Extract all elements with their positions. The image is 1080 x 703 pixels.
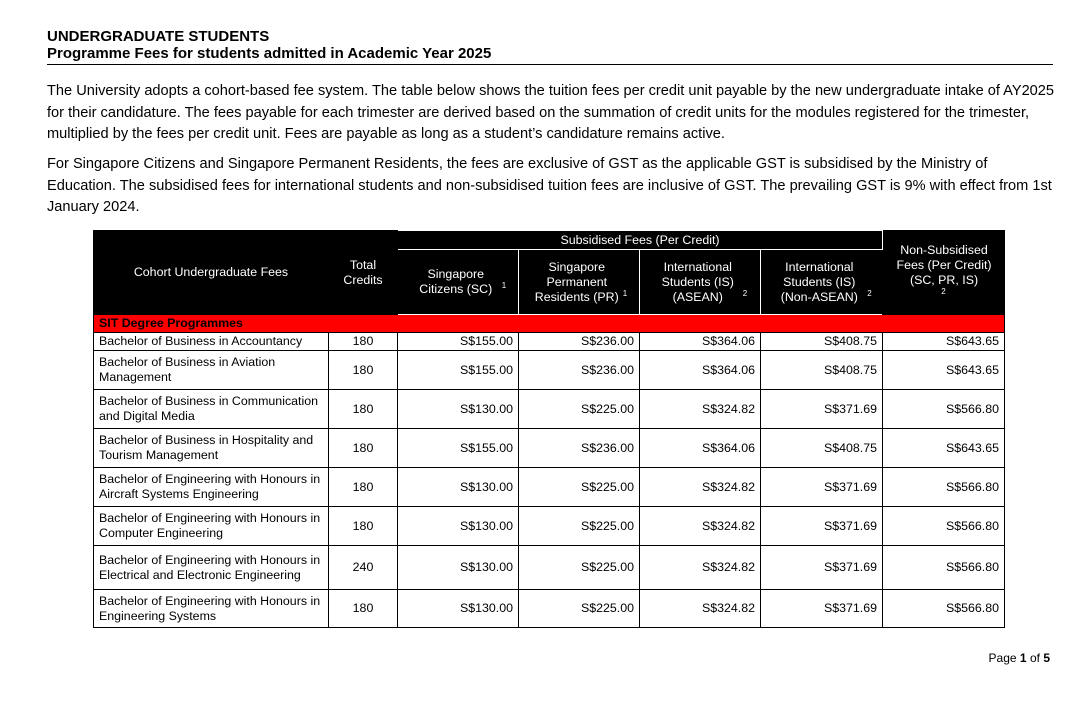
fee-non-subsidised: S$566.80 bbox=[883, 468, 1005, 507]
fee-is-non-asean: S$408.75 bbox=[761, 351, 883, 390]
fee-pr: S$225.00 bbox=[519, 590, 640, 628]
gst-paragraph: For Singapore Citizens and Singapore Permanent Residents, the fees are exclusive of GST as the applicable GST is subsidised by the Ministry of Education. The subsidised fees for international students and non-subsidised tuition fees are inclusive of GST. The prevailing GST is 9% with effect from 1st January 2024. bbox=[47, 156, 1052, 215]
fee-pr: S$225.00 bbox=[519, 468, 640, 507]
table-row bbox=[94, 429, 1005, 468]
table-row bbox=[94, 390, 1005, 429]
programme-name: Bachelor of Business in Communication and Digital Media bbox=[94, 390, 329, 429]
total-credits: 180 bbox=[329, 390, 398, 429]
total-credits: 180 bbox=[329, 507, 398, 546]
fee-non-subsidised: S$643.65 bbox=[883, 333, 1005, 351]
fee-pr: S$225.00 bbox=[519, 507, 640, 546]
fee-sc: S$130.00 bbox=[398, 507, 519, 546]
col-header-total-credits: Total Credits bbox=[329, 231, 398, 315]
col-header-is-asean: International Students (IS) (ASEAN) $^2$ bbox=[640, 250, 761, 315]
fee-non-subsidised: S$643.65 bbox=[883, 429, 1005, 468]
fee-pr: S$225.00 bbox=[519, 390, 640, 429]
fee-pr: S$236.00 bbox=[519, 351, 640, 390]
fee-sc: S$130.00 bbox=[398, 546, 519, 590]
fee-is-asean: S$324.82 bbox=[640, 590, 761, 628]
page-number: Page 1 of 5 bbox=[988, 651, 1050, 665]
section-label: SIT Degree Programmes bbox=[94, 315, 1005, 333]
document-subtitle: Programme Fees for students admitted in Academic Year 2025 bbox=[47, 45, 492, 62]
fee-pr: S$225.00 bbox=[519, 546, 640, 590]
fee-non-subsidised: S$566.80 bbox=[883, 507, 1005, 546]
document-header bbox=[47, 28, 1053, 65]
total-credits: 240 bbox=[329, 546, 398, 590]
col-header-non-subsidised: Non-Subsidised Fees (Per Credit) (SC, PR, IS) $^2$ bbox=[883, 231, 1005, 315]
fee-sc: S$130.00 bbox=[398, 390, 519, 429]
document-title: UNDERGRADUATE STUDENTS bbox=[47, 28, 270, 45]
fee-non-subsidised: S$643.65 bbox=[883, 351, 1005, 390]
total-credits: 180 bbox=[329, 333, 398, 351]
table-row bbox=[94, 546, 1005, 590]
fees-table bbox=[93, 230, 1005, 628]
fee-is-asean: S$324.82 bbox=[640, 546, 761, 590]
col-header-is-non-asean: International Students (IS) (Non-ASEAN) $^2$ bbox=[761, 250, 883, 315]
total-credits: 180 bbox=[329, 468, 398, 507]
section-row bbox=[94, 315, 1005, 333]
fee-is-non-asean: S$371.69 bbox=[761, 390, 883, 429]
programme-name: Bachelor of Engineering with Honours in Engineering Systems bbox=[94, 590, 329, 628]
fee-is-asean: S$324.82 bbox=[640, 507, 761, 546]
fee-is-asean: S$364.06 bbox=[640, 333, 761, 351]
total-credits: 180 bbox=[329, 351, 398, 390]
fee-non-subsidised: S$566.80 bbox=[883, 390, 1005, 429]
table-row bbox=[94, 468, 1005, 507]
fee-sc: S$130.00 bbox=[398, 590, 519, 628]
programme-name: Bachelor of Business in Hospitality and Tourism Management bbox=[94, 429, 329, 468]
table-row bbox=[94, 333, 1005, 351]
table-row bbox=[94, 590, 1005, 628]
table-row bbox=[94, 351, 1005, 390]
col-header-sc: Singapore Citizens (SC) $^1$ bbox=[398, 250, 519, 315]
fee-is-non-asean: S$371.69 bbox=[761, 468, 883, 507]
fee-sc: S$155.00 bbox=[398, 429, 519, 468]
fee-is-non-asean: S$371.69 bbox=[761, 546, 883, 590]
fee-is-non-asean: S$371.69 bbox=[761, 507, 883, 546]
fee-is-non-asean: S$408.75 bbox=[761, 333, 883, 351]
fee-is-asean: S$364.06 bbox=[640, 429, 761, 468]
intro-paragraph: The University adopts a cohort-based fee system. The table below shows the tuition fees per credit unit payable by the new undergraduate intake of AY2025 for their candidature. The fees payable for each trimester are derived based on the summation of credit units for the modules registered for the trimester, multiplied by the fees per credit unit. Fees are payable as long as a student’s candidature remains active. bbox=[47, 83, 1055, 142]
fee-is-asean: S$364.06 bbox=[640, 351, 761, 390]
col-group-subsidised: Subsidised Fees (Per Credit) bbox=[398, 231, 883, 250]
programme-name: Bachelor of Engineering with Honours in Aircraft Systems Engineering bbox=[94, 468, 329, 507]
programme-name: Bachelor of Engineering with Honours in Computer Engineering bbox=[94, 507, 329, 546]
fee-pr: S$236.00 bbox=[519, 429, 640, 468]
fee-is-asean: S$324.82 bbox=[640, 390, 761, 429]
fee-sc: S$130.00 bbox=[398, 468, 519, 507]
fee-is-asean: S$324.82 bbox=[640, 468, 761, 507]
fee-is-non-asean: S$408.75 bbox=[761, 429, 883, 468]
total-credits: 180 bbox=[329, 429, 398, 468]
col-header-pr: Singapore Permanent Residents (PR) $^1$ bbox=[519, 250, 640, 315]
fee-non-subsidised: S$566.80 bbox=[883, 590, 1005, 628]
programme-name: Bachelor of Business in Accountancy bbox=[94, 333, 329, 351]
fee-non-subsidised: S$566.80 bbox=[883, 546, 1005, 590]
fee-is-non-asean: S$371.69 bbox=[761, 590, 883, 628]
table-row bbox=[94, 507, 1005, 546]
programme-name: Bachelor of Business in Aviation Management bbox=[94, 351, 329, 390]
programme-name: Bachelor of Engineering with Honours in Electrical and Electronic Engineering bbox=[94, 546, 329, 590]
fee-pr: S$236.00 bbox=[519, 333, 640, 351]
fee-sc: S$155.00 bbox=[398, 333, 519, 351]
total-credits: 180 bbox=[329, 590, 398, 628]
fee-sc: S$155.00 bbox=[398, 351, 519, 390]
col-header-cohort: Cohort Undergraduate Fees bbox=[94, 231, 329, 315]
